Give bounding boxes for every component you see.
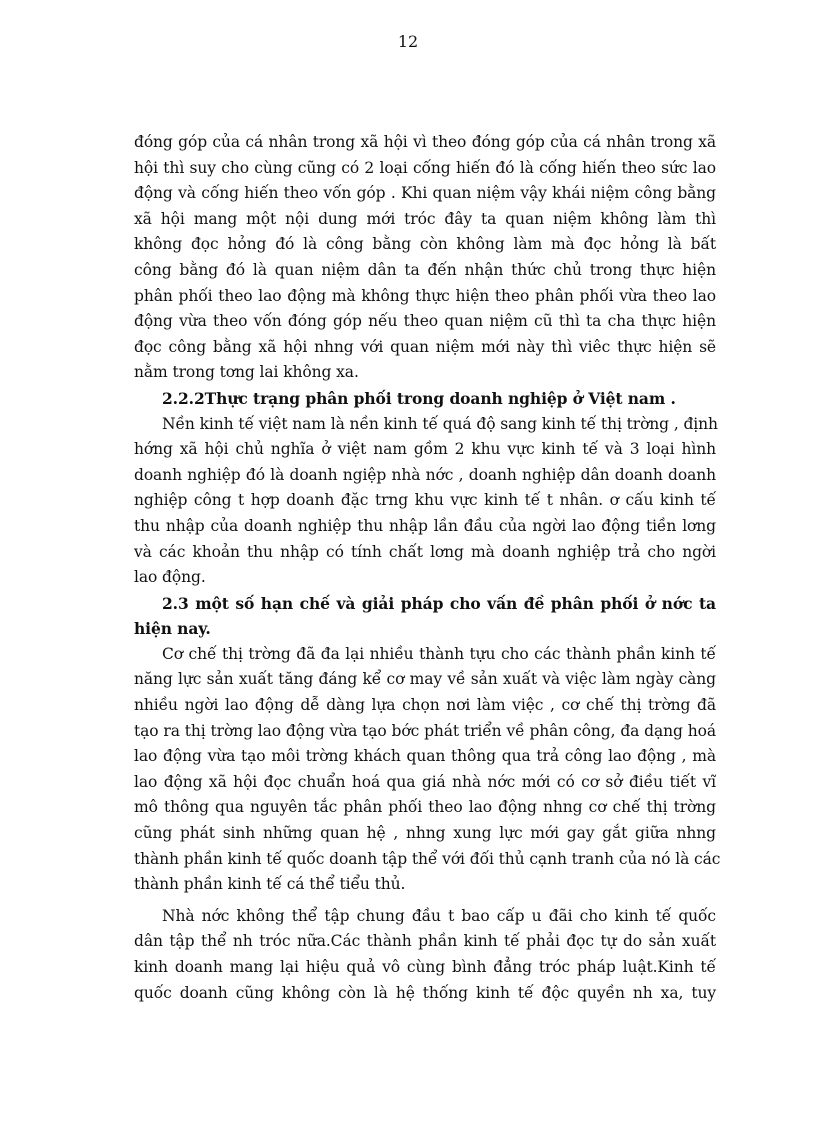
document-body xyxy=(134,130,721,1006)
text-line: công bằng đó là quan niệm dân ta đến nhận thức chủ trong thực hiện xyxy=(134,260,716,279)
text-line: thành phần kinh tế cá thể tiểu thủ. xyxy=(134,875,406,894)
paragraph-2 xyxy=(134,412,716,591)
text-line: không đọc hỏng đó là công bằng còn không làm mà đọc hỏng là bất xyxy=(134,235,716,254)
heading-line: 2.3 một số hạn chế và giải pháp cho vấn đề phân phối ở nớc ta xyxy=(162,593,716,613)
text-line: động vừa theo vốn đóng góp nếu theo quan niệm cũ thì ta cha thực hiện xyxy=(134,312,716,331)
text-line: cũng phát sinh những quan hệ , nhng xung lực mới gay gắt giữa nhng xyxy=(134,824,716,843)
section-heading-2-3 xyxy=(134,591,716,642)
page-number: 12 xyxy=(397,32,419,51)
paragraph-4 xyxy=(134,904,716,1006)
text-line: Nền kinh tế việt nam là nền kinh tế quá độ sang kinh tế thị trờng , định xyxy=(162,414,718,433)
text-line: thành phần kinh tế quốc doanh tập thể với đối thủ cạnh tranh của nó là các xyxy=(134,849,721,868)
text-line: nghiệp công t hợp doanh đặc trng khu vực kinh tế t nhân. ơ cấu kinh tế xyxy=(134,491,716,510)
text-line: động và cống hiến theo vốn góp . Khi quan niệm vậy khái niệm công bằng xyxy=(134,184,716,203)
text-line: hội thì suy cho cùng cũng có 2 loại cống hiến đó là cống hiến theo sức lao xyxy=(134,158,716,177)
section-heading-2-2-2: 2.2.2Thực trạng phân phối trong doanh nghiệp ở Việt nam . xyxy=(162,388,676,408)
text-line: kinh doanh mang lại hiệu quả vô cùng bình đẳng tróc pháp luật.Kinh tế xyxy=(134,958,716,976)
text-line: hớng xã hội chủ nghĩa ở việt nam gồm 2 khu vực kinh tế và 3 loại hình xyxy=(134,440,716,459)
text-line: nằm trong tơng lai không xa. xyxy=(134,363,359,382)
text-line: và các khoản thu nhập có tính chất lơng mà doanh nghiệp trả cho ngời xyxy=(134,542,716,561)
text-line: quốc doanh cũng không còn là hệ thống kinh tế độc quyền nh xa, tuy xyxy=(134,983,716,1002)
text-line: thu nhập của doanh nghiệp thu nhập lần đầu của ngời lao động tiền lơng xyxy=(134,516,716,535)
text-line: lao động xã hội đọc chuẩn hoá qua giá nhà nớc mới có cơ sở điều tiết vĩ xyxy=(134,772,716,791)
text-line: đóng góp của cá nhân trong xã hội vì theo đóng góp của cá nhân trong xã xyxy=(134,133,716,151)
text-line: Nhà nớc không thể tập chung đầu t bao cấp u đãi cho kinh tế quốc xyxy=(162,906,716,925)
paragraph-1 xyxy=(134,130,716,386)
text-line: xã hội mang một nội dung mới tróc đây ta quan niệm không làm thì xyxy=(134,209,716,228)
text-line: lao động vừa tạo môi trờng khách quan thông qua trả công lao động , mà xyxy=(134,747,716,766)
text-line: năng lực sản xuất tăng đáng kể cơ may về sản xuất và việc làm ngày càng xyxy=(134,670,716,689)
text-line: dân tập thể nh tróc nữa.Các thành phần kinh tế phải đọc tự do sản xuất xyxy=(134,932,716,951)
paragraph-3 xyxy=(134,642,721,898)
text-line: tạo ra thị trờng lao động vừa tạo bớc phát triển về phân công, đa dạng hoá xyxy=(134,721,716,740)
text-line: phân phối theo lao động mà không thực hiện theo phân phối vừa theo lao xyxy=(134,286,716,305)
text-line: Cơ chế thị trờng đã đa lại nhiều thành tựu cho các thành phần kinh tế xyxy=(162,644,716,663)
heading-line: hiện nay. xyxy=(134,619,211,639)
text-line: mô thông qua nguyên tắc phân phối theo lao động nhng cơ chế thị trờng xyxy=(134,798,716,817)
text-line: đọc công bằng xã hội nhng với quan niệm mới này thì viêc thực hiện sẽ xyxy=(134,337,716,356)
text-line: lao động. xyxy=(134,568,206,587)
text-line: nhiều ngời lao động dễ dàng lựa chọn nơi làm việc , cơ chế thị trờng đã xyxy=(134,696,716,715)
text-line: doanh nghiệp đó là doanh ngiệp nhà nớc , doanh nghiệp dân doanh doanh xyxy=(134,465,716,484)
